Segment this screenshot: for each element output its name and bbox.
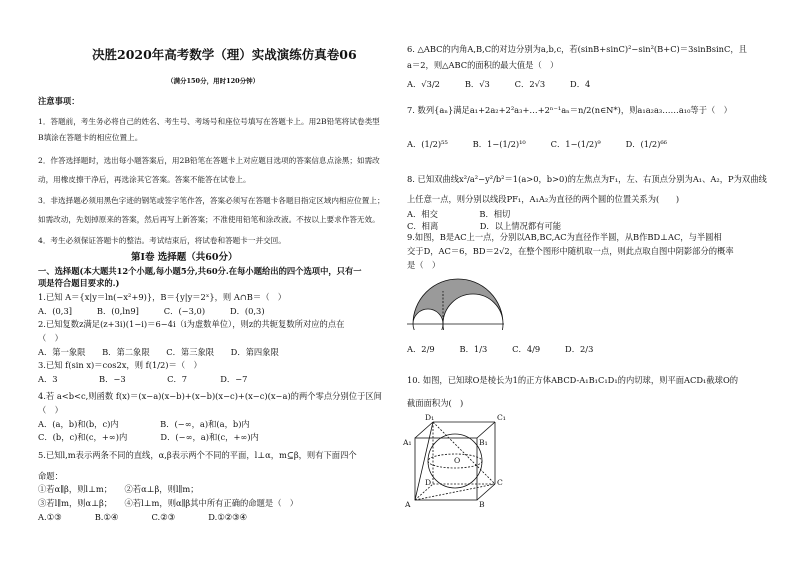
- semicircle-figure: [405, 272, 505, 330]
- medium-semicircle: [443, 324, 503, 330]
- note-3b: 如需改动，先划掉原来的答案，然后再写上新答案；不准使用铅笔和涂改液。不按以上要求作答无效。: [38, 215, 380, 224]
- q4-stem-cont: （ ）: [38, 405, 63, 415]
- label-c1: C₁: [497, 413, 506, 422]
- note-3a: 3．非选择题必须用黑色字迹的钢笔或签字笔作答，答案必须写在答题卡各题目指定区域内相应位置上；: [38, 196, 385, 205]
- small-semicircle: [413, 324, 443, 330]
- q10-stem: 10. 如图，已知球O是棱长为1的正方体ABCD-A₁B₁C₁D₁的内切球，则平面ACD₁截球O的: [407, 375, 739, 385]
- q5-stem: 5.已知l,m表示两条不同的直线，α,β表示两个不同的平面，l⊥α，m⊆β，则有下面四个: [38, 450, 357, 460]
- exam-title: 决胜2020年高考数学（理）实战演练仿真卷06: [92, 47, 357, 62]
- label-o: O: [454, 456, 461, 465]
- q9-stem-cont-2: 是（ ）: [407, 260, 441, 270]
- q5-stem-cont: 命题：: [38, 471, 63, 481]
- q6-options: A．√3/2 B．√3 C．2√3 D．4: [407, 79, 591, 89]
- label-d1: D₁: [425, 413, 435, 422]
- exam-subtitle: （满分150分，用时120分钟）: [167, 77, 260, 85]
- section-intro-1: 一、选择题(本大题共12个小题,每小题5分,共60分.在每小题给出的四个选项中，只有一: [38, 266, 362, 276]
- q9-stem: 9.如图，B是AC上一点，分别以AB,BC,AC为直径作半圆，从B作BD⊥AC，与半圆相: [407, 232, 722, 242]
- q4-options-1: A．(a，b)和(b，c)内 B．(−∞，a)和(a，b)内: [38, 419, 250, 429]
- q8-stem: 8. 已知双曲线x²/a²−y²/b²＝1(a>0，b>0)的左焦点为F₁，左、右顶点分别为A₁、A₂，P为双曲线: [407, 174, 767, 184]
- label-d: D: [425, 478, 432, 487]
- q4-stem: 4.若 a<b<c,则函数 f(x)＝(x−a)(x−b)+(x−b)(x−c)+(x−c)(x−a)的两个零点分别位于区间: [38, 391, 382, 401]
- q9-options: A．2/9 B．1/3 C．4/9 D．2/3: [407, 344, 594, 354]
- section-intro-2: 项是符合题目要求的.): [38, 278, 120, 288]
- q8-stem-cont: 上任意一点，则分别以线段PF₁，A₁A₂为直径的两个圆的位置关系为( ): [407, 194, 680, 204]
- label-a: A: [405, 500, 411, 509]
- q1-stem: 1.已知 A＝{x|y＝ln(−x²+9)}，B＝{y|y＝2ˣ}，则 A∩B＝（ ）: [38, 292, 287, 302]
- q3-options: A．3 B．−3 C．7 D．−7: [38, 374, 248, 384]
- shaded-region: [413, 279, 503, 324]
- q2-options: A．第一象限 B．第二象限 C．第三象限 D．第四象限: [38, 347, 279, 357]
- q5-options: A.①③ B.①④ C.②③ D.①②③④: [38, 512, 247, 522]
- section-title: 第Ⅰ卷 选择题（共60分）: [131, 252, 238, 263]
- note-2a: 2．作答选择题时，选出每小题答案后，用2B铅笔在答题卡上对应题目选项的答案信息点涂黑；如需改: [38, 156, 380, 165]
- q7-stem: 7. 数列{aₙ}满足a₁+2a₂+2²a₃+…+2ⁿ⁻¹aₙ＝n/2(n∈N*)，则a₁a₂a₃……a₁₀等于（ ）: [407, 105, 732, 115]
- q5-prop-1: ①若α∥β，则l⊥m； ②若α⊥β，则l∥m；: [38, 484, 199, 494]
- note-2b: 动，用橡皮擦干净后，再选涂其它答案。答案不能答在试卷上。: [38, 175, 251, 184]
- q1-options: A．(0,3] B．(0,ln9] C．(−3,0) D．(0,3): [38, 306, 265, 316]
- q2-stem-cont: （ ）: [38, 333, 63, 343]
- q8-options-1: A．相交 B．相切: [407, 209, 511, 219]
- q7-options: A．(1/2)⁵⁵ B．1−(1/2)¹⁰ C．1−(1/2)⁹ D．(1/2)⁶⁶: [407, 139, 667, 149]
- label-b1: B₁: [479, 438, 488, 447]
- q3-stem: 3.已知 f(sin x)＝cos2x，则 f(1/2)＝（ ）: [38, 360, 202, 370]
- q10-stem-cont: 截面面积为( ): [407, 398, 464, 408]
- notes-heading: 注意事项：: [38, 96, 80, 106]
- note-4: 4．考生必须保证答题卡的整洁。考试结束后，将试卷和答题卡一并交回。: [38, 236, 286, 245]
- q4-options-2: C．(b，c)和(c，+∞)内 D．(−∞，a)和(c，+∞)内: [38, 432, 259, 442]
- q9-stem-cont: 交于D，AC＝6，BD＝2√2，在整个图形中随机取一点，则此点取自图中阴影部分的概率: [407, 246, 734, 256]
- q6-stem-cont: a＝2，则△ABC的面积的最大值是（ ）: [407, 60, 559, 70]
- note-1b: B填涂在答题卡的相应位置上。: [38, 133, 143, 142]
- q6-stem: 6. △ABC的内角A,B,C的对边分别为a,b,c，若(sinB+sinC)²−sin²(B+C)＝3sinBsinC，且: [407, 44, 747, 54]
- q5-prop-2: ③若l∥m，则α⊥β； ④若l⊥m，则α∥β其中所有正确的命题是（ ）: [38, 498, 299, 508]
- label-c: C: [497, 478, 503, 487]
- q8-options-2: C．相离 D．以上情况都有可能: [407, 221, 562, 231]
- label-a1: A₁: [403, 438, 412, 447]
- label-b: B: [479, 500, 485, 509]
- note-1a: 1．答题前，考生务必将自己的姓名、考生号、考场号和座位号填写在答题卡上。用2B铅笔将试卷类型: [38, 117, 380, 126]
- q2-stem: 2.已知复数z满足(z+3i)(1−i)＝6−4i（i为虚数单位），则z的共轭复数所对应的点在: [38, 319, 345, 329]
